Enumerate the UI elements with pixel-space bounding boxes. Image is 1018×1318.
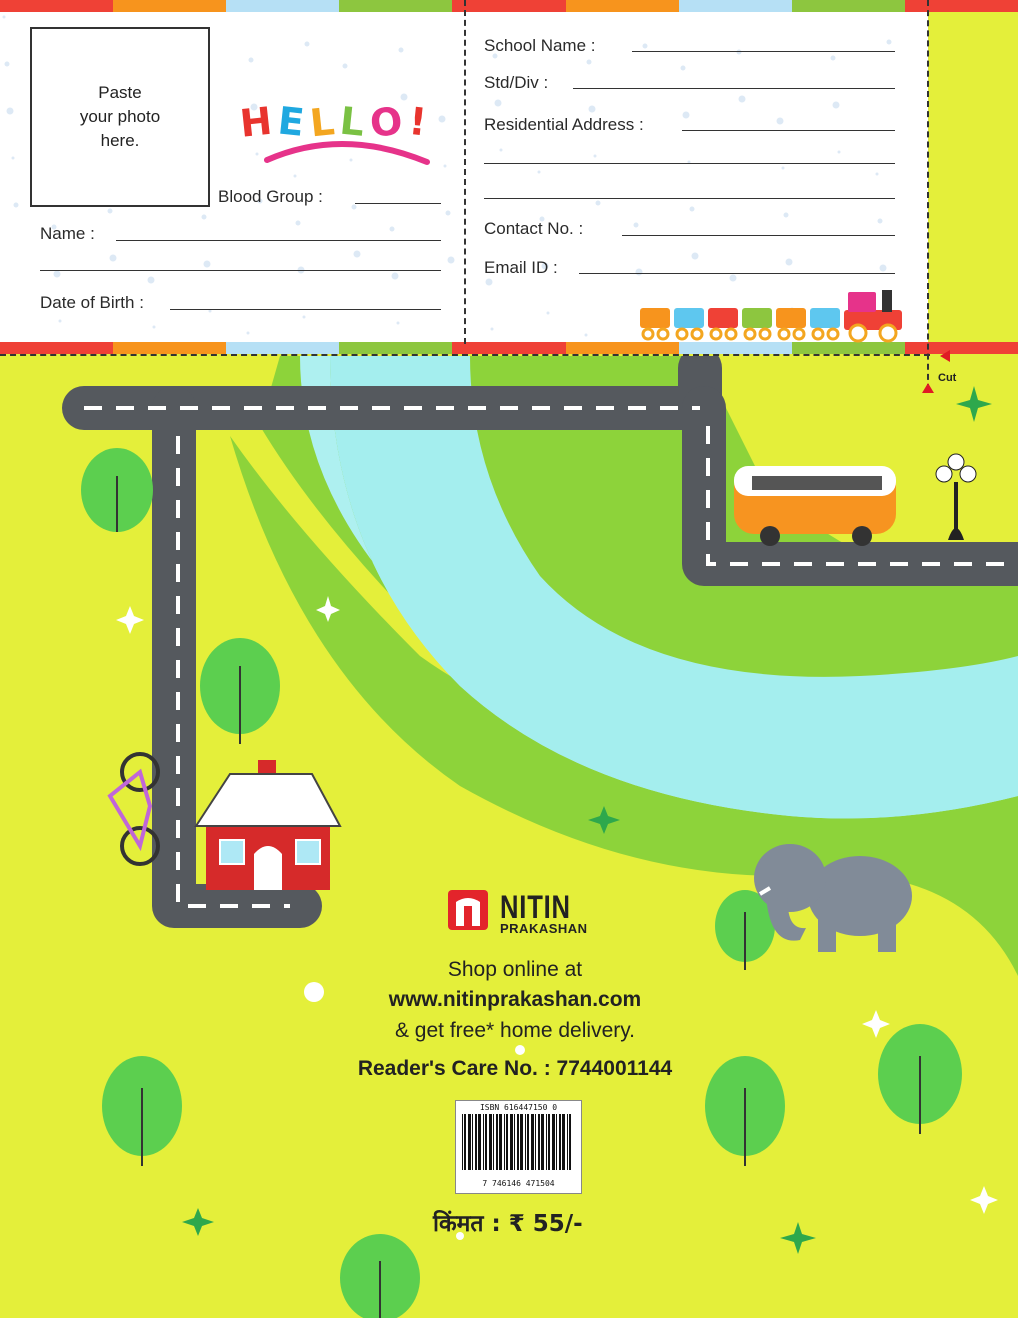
std-div-label: Std/Div : <box>484 73 549 92</box>
website-url[interactable]: www.nitinprakashan.com <box>388 988 642 1011</box>
street-lamp <box>936 454 976 540</box>
price: किंमत : ₹ 55/- <box>433 1211 583 1237</box>
hello-letter: O <box>368 98 411 146</box>
dob-field[interactable] <box>170 309 441 310</box>
name-field[interactable] <box>116 240 441 241</box>
barcode <box>455 1100 582 1194</box>
address-field-line-2[interactable] <box>484 163 895 164</box>
blood-group-label: Blood Group : <box>218 187 323 206</box>
address-field-line-3[interactable] <box>484 198 895 199</box>
hello-letter: L <box>337 98 373 146</box>
cut-line-vertical <box>927 0 929 390</box>
hello-letter: ! <box>406 98 435 146</box>
brand-sub: PRAKASHAN <box>500 921 588 936</box>
bicycle <box>110 754 158 864</box>
school-name-label: School Name : <box>484 36 596 55</box>
house <box>196 760 340 890</box>
std-div-field[interactable] <box>573 88 895 89</box>
address-label: Residential Address : <box>484 115 644 134</box>
school-name-field[interactable] <box>632 51 895 52</box>
contact-field[interactable] <box>622 235 895 236</box>
hello-letter: H <box>237 98 281 146</box>
name-field-line-2[interactable] <box>40 270 441 271</box>
hello-letter: L <box>307 98 343 146</box>
van <box>734 466 896 546</box>
address-field[interactable] <box>682 130 895 131</box>
readers-care-number: Reader's Care No. : 7744001144 <box>357 1057 673 1080</box>
cut-marker-label: Cut <box>938 372 957 384</box>
email-field[interactable] <box>579 273 895 274</box>
photo-box[interactable] <box>30 27 210 207</box>
brand-name: NITIN <box>500 889 571 925</box>
nitin-logo-icon <box>448 888 492 932</box>
barcode-digits: 7 746146 471504 <box>482 1179 555 1188</box>
email-label: Email ID : <box>484 258 558 277</box>
hello-arc <box>262 132 432 168</box>
top-color-stripe <box>0 0 1018 12</box>
contact-label: Contact No. : <box>484 219 584 238</box>
blood-group-field[interactable] <box>355 203 441 204</box>
photo-placeholder-text: Paste your photo here. <box>79 83 161 150</box>
toy-train-illustration <box>636 286 908 344</box>
fold-line-vertical <box>464 0 466 344</box>
name-label: Name : <box>40 224 95 243</box>
hello-letter: E <box>275 98 312 146</box>
dob-label: Date of Birth : <box>40 293 144 312</box>
barcode-bars <box>456 1112 579 1174</box>
shop-online-text: Shop online at <box>447 958 583 981</box>
delivery-text: & get free* home delivery. <box>394 1019 636 1042</box>
isbn-text: ISBN 616447150 0 <box>479 1103 558 1112</box>
